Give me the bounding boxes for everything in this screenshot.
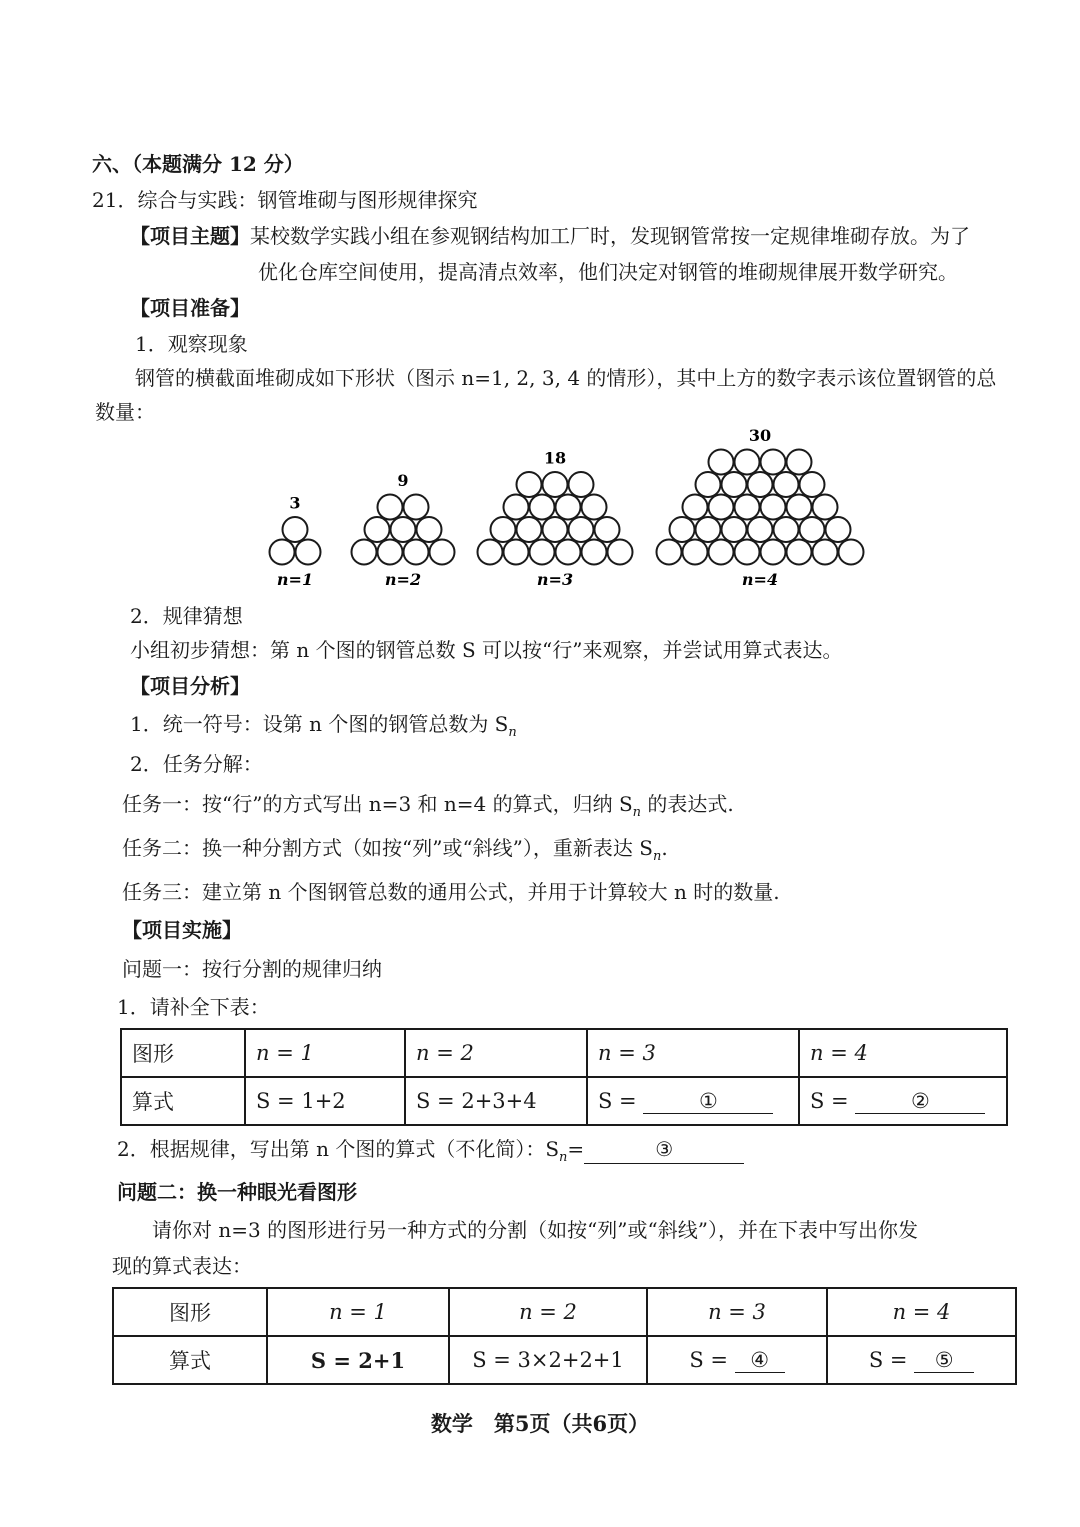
pipe-circle [735,450,760,475]
table1-row-1: S = 1+2 [245,1077,405,1125]
table2-header-1: n = 1 [267,1288,449,1336]
table1-row-4[interactable] [799,1077,1007,1125]
task-3: 任务三：建立第 n 个图钢管总数的通用公式，并用于计算较大 n 时的数量. [122,880,780,904]
table-row [113,1336,1016,1384]
table1-row-0: 算式 [121,1077,245,1125]
theme-label: 【项目主题】 [130,224,250,248]
pipe-circle [709,540,734,565]
pipe-circle [378,540,403,565]
problem-2-text-1: 请你对 n=3 的图形进行另一种方式的分割（如按“列”或“斜线”），并在下表中写出你发 [152,1218,918,1242]
table2-header-3: n = 3 [647,1288,827,1336]
problem-1-q2-eq: = [567,1137,585,1161]
task-2-text: 任务二：换一种分割方式（如按“列”或“斜线”），重新表达 S [122,836,653,860]
pipe-circle [748,517,773,542]
table2-row-4[interactable] [827,1336,1016,1384]
figure-n-label: n=3 [536,570,574,589]
pipe-circle [813,540,838,565]
pipe-circle [569,472,594,497]
table2-header-2: n = 2 [449,1288,647,1336]
prep-label: 【项目准备】 [130,296,250,320]
problem-1-q1: 1．请补全下表： [117,995,270,1019]
problem-2-title: 问题二：换一种眼光看图形 [117,1180,357,1204]
pipe-count-label: 3 [289,493,301,513]
theme-text-1: 某校数学实践小组在参观钢结构加工厂时，发现钢管常按一定规律堆砌存放。为了 [250,224,970,248]
task-2 [122,834,668,871]
pipe-circle [391,517,416,542]
pipe-circle [709,495,734,520]
question-title: 21．综合与实践：钢管堆砌与图形规律探究 [92,188,478,212]
pipe-circle [608,540,633,565]
problem-1-q2-sub: n [559,1150,568,1165]
task-1-end: 的表达式. [641,792,734,816]
impl-label: 【项目实施】 [122,918,242,942]
observe-text-2: 数量： [95,400,155,424]
pipe-circle [787,450,812,475]
pipe-circle [800,517,825,542]
task-1-text: 任务一：按“行”的方式写出 n=3 和 n=4 的算式，归纳 S [122,792,633,816]
pipe-circle [683,540,708,565]
guess-text: 小组初步猜想：第 n 个图的钢管总数 S 可以按“行”来观察，并尝试用算式表达。 [130,638,843,662]
problem-1-title: 问题一：按行分割的规律归纳 [122,957,382,981]
pipe-circle [657,540,682,565]
table2-header-4: n = 4 [827,1288,1016,1336]
pipe-circle [543,472,568,497]
pipe-circle [722,472,747,497]
pipe-circle [296,540,321,565]
pipe-circle [748,472,773,497]
table2-row-2: S = 3×2+2+1 [449,1336,647,1384]
section-header: 六、（本题满分 12 分） [92,152,304,176]
figure-n-label: n=4 [741,570,779,589]
table-row [121,1077,1007,1125]
answer-blank-4[interactable]: ④ [735,1348,785,1373]
pipe-circle [530,495,555,520]
table2-row-4-label: S = [868,1347,908,1372]
analysis-1-text: 1．统一符号：设第 n 个图的钢管总数为 S [130,712,509,736]
pipe-circle [839,540,864,565]
pipe-circle [478,540,503,565]
pipe-circle [491,517,516,542]
table-row [113,1288,1016,1336]
answer-blank-2[interactable]: ② [855,1089,985,1114]
pipe-count-label: 30 [748,426,772,445]
pipe-circle [813,495,838,520]
analysis-2: 2．任务分解： [130,752,263,776]
task-2-sub: n [652,849,662,864]
task-2-end: . [661,836,668,860]
pipe-count-label: 18 [543,448,567,468]
pipe-circle [582,540,607,565]
problem-1-q2 [117,1135,744,1172]
problem-1-q2-text: 2．根据规律，写出第 n 个图的算式（不化简）：S [117,1137,560,1161]
pipe-circle [378,495,403,520]
pipe-circle [696,517,721,542]
table-row [121,1029,1007,1077]
task-1-sub: n [632,805,642,820]
pipe-circle [543,517,568,542]
pipe-circle [270,540,295,565]
table1-row-2: S = 2+3+4 [405,1077,587,1125]
pipe-circle [569,517,594,542]
pipe-circle [352,540,377,565]
answer-blank-3[interactable]: ③ [584,1135,744,1164]
pipe-circle [417,517,442,542]
table1-header-3: n = 3 [587,1029,799,1077]
pipe-circle [283,517,308,542]
pipe-circle [696,472,721,497]
pipe-count-label: 9 [397,471,409,490]
pipe-circle [826,517,851,542]
pipe-circle [404,540,429,565]
table2-row-0: 算式 [113,1336,267,1384]
pipe-circle [670,517,695,542]
pipe-circle [404,495,429,520]
answer-blank-5[interactable]: ⑤ [914,1348,974,1373]
pipe-circle [774,517,799,542]
table1-row-3-label: S = [598,1088,637,1113]
pipe-circle [530,540,555,565]
page-footer: 数学 第5页（共6页） [430,1411,650,1436]
figure-n-label: n=2 [384,570,422,589]
guess-title: 2．规律猜想 [130,604,243,628]
pipe-circle [556,495,581,520]
observe-text-1: 钢管的横截面堆砌成如下形状（图示 n=1, 2, 3, 4 的情形），其中上方的数字表示该位置钢管的总 [135,366,997,390]
pipe-circle [787,495,812,520]
pipe-circle [761,540,786,565]
figure-n-label: n=1 [276,570,314,589]
pipe-circle [595,517,620,542]
pipe-circle [504,495,529,520]
table1-header-4: n = 4 [799,1029,1007,1077]
answer-blank-1[interactable]: ① [643,1089,773,1114]
pipe-circle [504,540,529,565]
pipe-circle [735,495,760,520]
theme-line-1 [130,222,970,250]
table2-row-3[interactable] [647,1336,827,1384]
pipe-circle [722,517,747,542]
pipe-circle [735,540,760,565]
table1-header-0: 图形 [121,1029,245,1077]
task-1 [122,790,734,827]
pipe-circle [800,472,825,497]
table2-row-1: S = 2+1 [267,1336,449,1384]
observe-title: 1．观察现象 [135,332,248,356]
problem-2-text-2: 现的算式表达： [112,1254,252,1278]
table1-header-2: n = 2 [405,1029,587,1077]
analysis-1-sub: n [508,725,517,740]
pipe-circle [683,495,708,520]
pipe-stack-figure [255,425,875,590]
table1-header-1: n = 1 [245,1029,405,1077]
pipe-circle [517,472,542,497]
table2-row-3-label: S = [689,1347,728,1372]
pipe-circle [365,517,390,542]
analysis-1 [130,710,517,747]
pipe-circle [556,540,581,565]
pipe-circle [761,495,786,520]
pipe-circle [774,472,799,497]
theme-text-2: 优化仓库空间使用，提高清点效率，他们决定对钢管的堆砌规律展开数学研究。 [258,260,958,284]
pipe-circle [709,450,734,475]
pipe-circle [761,450,786,475]
pipe-circle [517,517,542,542]
table-row-method [120,1028,1008,1126]
pipe-circle [787,540,812,565]
table1-row-3[interactable] [587,1077,799,1125]
table1-row-4-label: S = [810,1088,849,1113]
table2-header-0: 图形 [113,1288,267,1336]
pipe-circle [430,540,455,565]
analysis-label: 【项目分析】 [130,674,250,698]
pipe-circle [582,495,607,520]
table-row-alternative [112,1287,1017,1385]
